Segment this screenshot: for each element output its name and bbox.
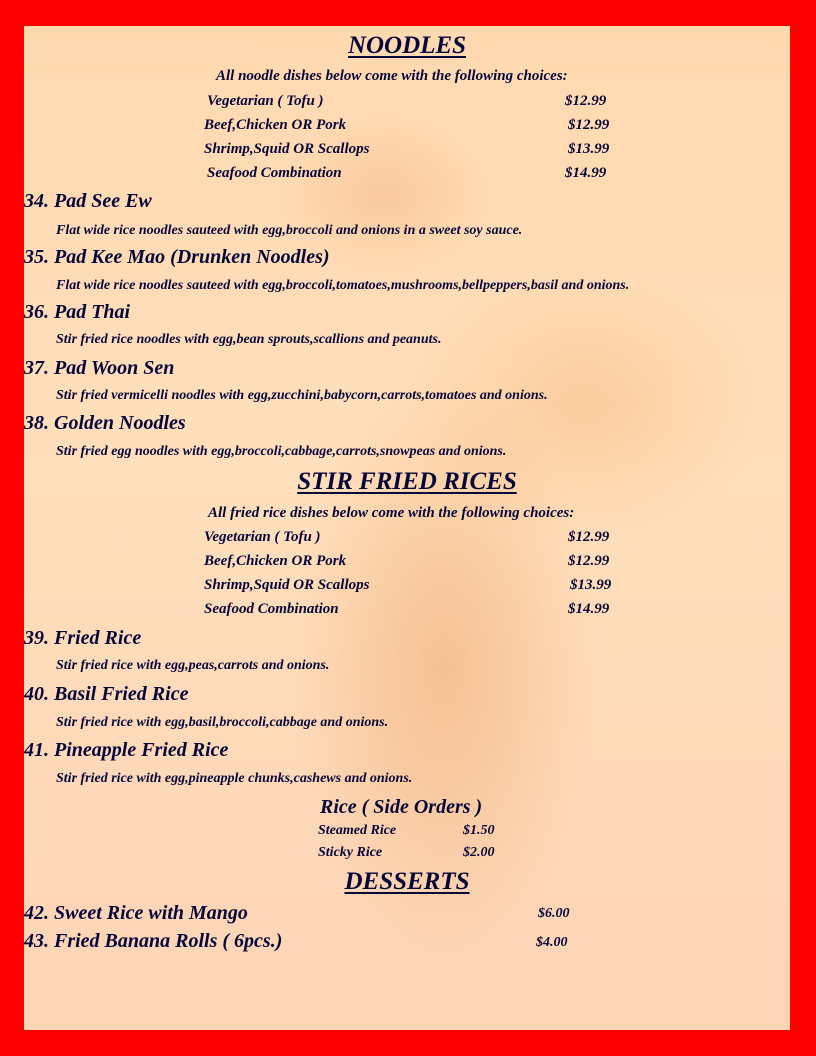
- menu-item-name: 41. Pineapple Fried Rice: [24, 739, 229, 761]
- menu-item-description: Stir fried rice with egg,pineapple chunks,cashews and onions.: [56, 771, 413, 786]
- side-order-price: $2.00: [463, 845, 495, 860]
- rices-choice-price: $12.99: [568, 553, 610, 569]
- noodles-choice-price: $12.99: [568, 117, 610, 133]
- menu-item-description: Flat wide rice noodles sauteed with egg,broccoli and onions in a sweet soy sauce.: [56, 223, 523, 238]
- noodles-choice-name: Shrimp,Squid OR Scallops: [204, 141, 370, 157]
- noodles-choice-name: Beef,Chicken OR Pork: [204, 117, 347, 133]
- rices-section-title: STIR FRIED RICES: [297, 468, 517, 495]
- menu-page: [24, 26, 790, 1030]
- noodles-choice-name: Vegetarian ( Tofu ): [207, 93, 324, 109]
- menu-item-name: 35. Pad Kee Mao (Drunken Noodles): [24, 246, 330, 268]
- rices-choice-name: Seafood Combination: [204, 601, 339, 617]
- dessert-price: $4.00: [536, 935, 568, 950]
- dessert-name: 42. Sweet Rice with Mango: [24, 902, 248, 924]
- rices-choice-name: Shrimp,Squid OR Scallops: [204, 577, 370, 593]
- menu-item-name: 40. Basil Fried Rice: [24, 683, 189, 705]
- menu-item-name: 38. Golden Noodles: [24, 412, 186, 434]
- rices-choice-price: $13.99: [570, 577, 612, 593]
- rices-choice-name: Vegetarian ( Tofu ): [204, 529, 321, 545]
- noodles-intro: All noodle dishes below come with the following choices:: [216, 68, 568, 84]
- menu-item-name: 39. Fried Rice: [24, 627, 142, 649]
- noodles-choice-price: $14.99: [565, 165, 607, 181]
- menu-item-description: Stir fried rice with egg,peas,carrots and onions.: [56, 658, 330, 673]
- rices-choice-price: $14.99: [568, 601, 610, 617]
- menu-item-name: 37. Pad Woon Sen: [24, 357, 175, 379]
- menu-item-name: 36. Pad Thai: [24, 301, 131, 323]
- side-order-price: $1.50: [463, 823, 495, 838]
- rices-intro: All fried rice dishes below come with the following choices:: [208, 505, 575, 521]
- noodles-choice-name: Seafood Combination: [207, 165, 342, 181]
- dessert-name: 43. Fried Banana Rolls ( 6pcs.): [24, 930, 283, 952]
- side-orders-title: Rice ( Side Orders ): [320, 796, 483, 818]
- menu-item-description: Flat wide rice noodles sauteed with egg,broccoli,tomatoes,mushrooms,bellpeppers,basil and onions.: [56, 278, 630, 293]
- rices-choice-name: Beef,Chicken OR Pork: [204, 553, 347, 569]
- side-order-name: Sticky Rice: [318, 845, 383, 860]
- menu-item-description: Stir fried rice with egg,basil,broccoli,cabbage and onions.: [56, 715, 389, 730]
- menu-item-description: Stir fried vermicelli noodles with egg,zucchini,babycorn,carrots,tomatoes and onions.: [56, 388, 548, 403]
- noodles-choice-price: $13.99: [568, 141, 610, 157]
- side-order-name: Steamed Rice: [318, 823, 397, 838]
- menu-item-name: 34. Pad See Ew: [24, 190, 152, 212]
- noodles-section-title: NOODLES: [347, 32, 467, 59]
- menu-item-description: Stir fried rice noodles with egg,bean sprouts,scallions and peanuts.: [56, 332, 442, 347]
- menu-item-description: Stir fried egg noodles with egg,broccoli,cabbage,carrots,snowpeas and onions.: [56, 444, 507, 459]
- desserts-section-title: DESSERTS: [344, 868, 470, 895]
- dessert-price: $6.00: [538, 906, 570, 921]
- noodles-choice-price: $12.99: [565, 93, 607, 109]
- rices-choice-price: $12.99: [568, 529, 610, 545]
